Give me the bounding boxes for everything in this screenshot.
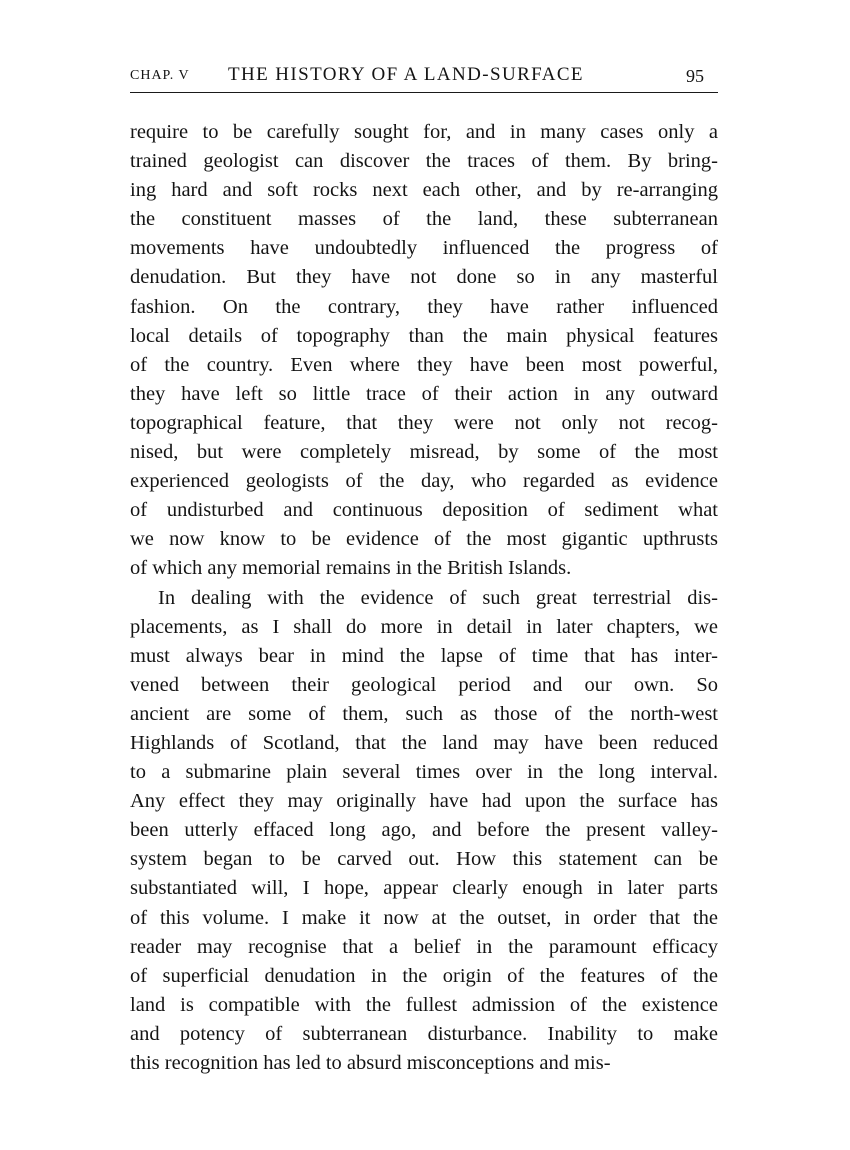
running-title: THE HISTORY OF A LAND-SURFACE [228, 64, 584, 85]
text-line: this recognition has led to absurd misconceptions and mis- [130, 1052, 611, 1074]
text-line: must always bear in mind the lapse of time that has inter- [130, 644, 718, 667]
body-text [130, 118, 718, 1078]
text-line: the constituent masses of the land, these subterranean [130, 208, 718, 231]
text-line: of undisturbed and continuous deposition of sediment what [130, 499, 718, 522]
text-line: land is compatible with the fullest admission of the existence [130, 993, 718, 1016]
text-line: In dealing with the evidence of such great terrestrial dis- [158, 586, 718, 609]
text-line: fashion. On the contrary, they have rather influenced [130, 295, 718, 318]
text-line: nised, but were completely misread, by some of the most [130, 441, 718, 464]
text-line: placements, as I shall do more in detail in later chapters, we [130, 615, 718, 638]
text-line: require to be carefully sought for, and in many cases only a [130, 121, 718, 143]
text-line: ing hard and soft rocks next each other, and by re-arranging [130, 179, 718, 202]
text-line: of superficial denudation in the origin of the features of the [130, 964, 718, 987]
text-line: they have left so little trace of their action in any outward [130, 382, 718, 405]
text-line: to a submarine plain several times over in the long interval. [130, 761, 718, 784]
text-line: vened between their geological period and our own. So [130, 673, 718, 696]
text-line: local details of topography than the main physical features [130, 324, 718, 347]
text-line: of this volume. I make it now at the outset, in order that the [130, 906, 718, 929]
text-line: trained geologist can discover the traces of them. By bring- [130, 150, 718, 173]
paragraph [130, 118, 718, 584]
book-page [130, 62, 718, 1078]
text-line: denudation. But they have not done so in any masterful [130, 266, 718, 289]
text-line: system began to be carved out. How this statement can be [130, 848, 718, 871]
page-number: 95 [686, 66, 704, 86]
text-line: Any effect they may originally have had upon the surface has [130, 790, 718, 813]
text-line: topographical feature, that they were not only not recog- [130, 411, 718, 434]
chapter-label: CHAP. V [130, 68, 190, 83]
text-line: substantiated will, I hope, appear clearly enough in later parts [130, 877, 718, 900]
text-line: been utterly effaced long ago, and before the present valley- [130, 819, 718, 842]
paragraph [130, 584, 718, 1079]
text-line: and potency of subterranean disturbance. Inability to make [130, 1022, 718, 1045]
text-line: we now know to be evidence of the most gigantic upthrusts [130, 528, 718, 551]
running-header [130, 62, 718, 93]
text-line: Highlands of Scotland, that the land may have been reduced [130, 731, 718, 754]
text-line: movements have undoubtedly influenced the progress of [130, 237, 718, 260]
text-line: of which any memorial remains in the British Islands. [130, 557, 572, 580]
text-line: reader may recognise that a belief in the paramount efficacy [130, 935, 718, 958]
text-line: experienced geologists of the day, who regarded as evidence [130, 470, 718, 493]
text-line: of the country. Even where they have been most powerful, [130, 353, 718, 376]
text-line: ancient are some of them, such as those of the north-west [130, 702, 718, 725]
